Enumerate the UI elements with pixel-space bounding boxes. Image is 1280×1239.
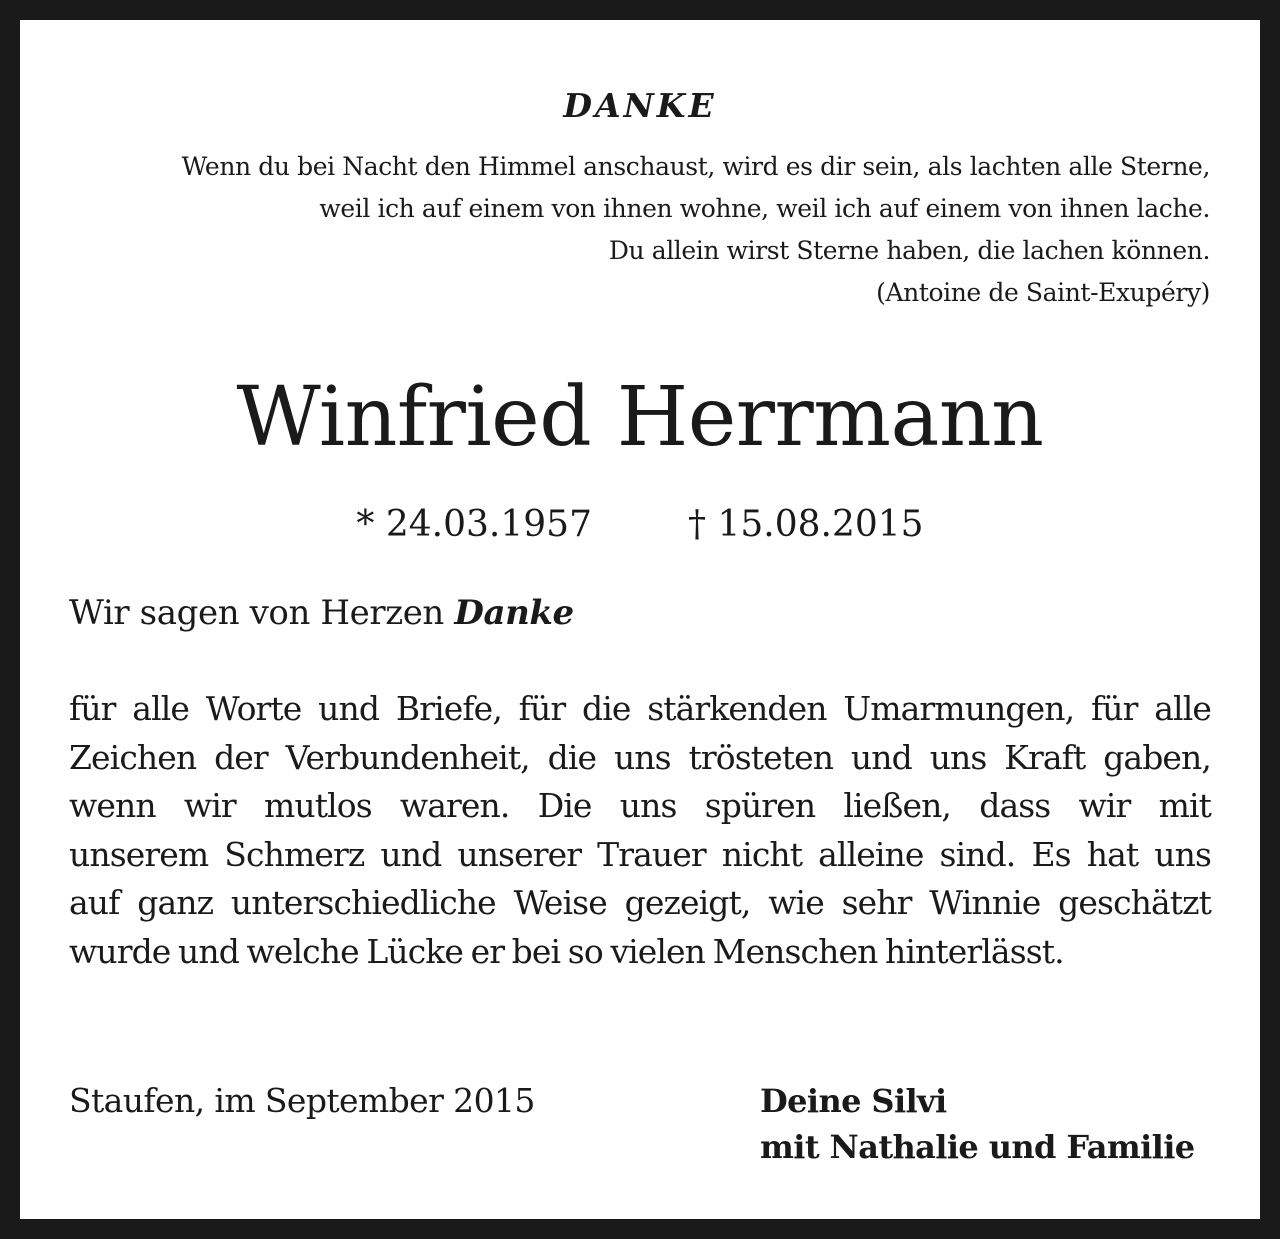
obituary-notice — [20, 20, 1260, 1219]
deceased-name: Winfried Herrmann — [236, 370, 1044, 465]
body-line: unserem Schmerz und unserer Trauer nicht alleine sind. Es hat uns — [69, 834, 1211, 874]
place-date: Staufen, im September 2015 — [69, 1081, 535, 1120]
thanks-prefix: Wir sagen von Herzen — [69, 593, 444, 633]
quote-block — [60, 146, 1210, 314]
signature-line: Deine Silvi — [760, 1082, 947, 1120]
quote-line: Du allein wirst Sterne haben, die lachen können. — [608, 236, 1210, 265]
quote-attribution: (Antoine de Saint-Exupéry) — [876, 278, 1210, 307]
body-line: wenn wir mutlos waren. Die uns spüren ließen, dass wir mit — [69, 786, 1211, 825]
signature-line: mit Nathalie und Familie — [760, 1128, 1195, 1166]
notice-heading: DANKE — [563, 86, 717, 125]
thanks-body — [69, 685, 1211, 976]
thanks-emphasis: Danke — [454, 593, 574, 633]
birth-date: * 24.03.1957 — [356, 504, 592, 545]
thanks-line — [69, 590, 574, 636]
life-dates — [20, 502, 1260, 548]
signature-block — [760, 1078, 1195, 1170]
death-date: † 15.08.2015 — [688, 504, 924, 545]
body-line: Zeichen der Verbundenheit, die uns trösteten und uns Kraft gaben, — [69, 737, 1211, 777]
body-line: wurde und welche Lücke er bei so vielen Menschen hinterlässt. — [69, 931, 1064, 971]
quote-line: Wenn du bei Nacht den Himmel anschaust, wird es dir sein, als lachten alle Sterne, — [181, 152, 1210, 181]
body-line: für alle Worte und Briefe, für die stärkenden Umarmungen, für alle — [69, 689, 1211, 728]
body-line: auf ganz unterschiedliche Weise gezeigt, wie sehr Winnie geschätzt — [69, 883, 1211, 922]
quote-line: weil ich auf einem von ihnen wohne, weil ich auf einem von ihnen lache. — [319, 194, 1210, 223]
